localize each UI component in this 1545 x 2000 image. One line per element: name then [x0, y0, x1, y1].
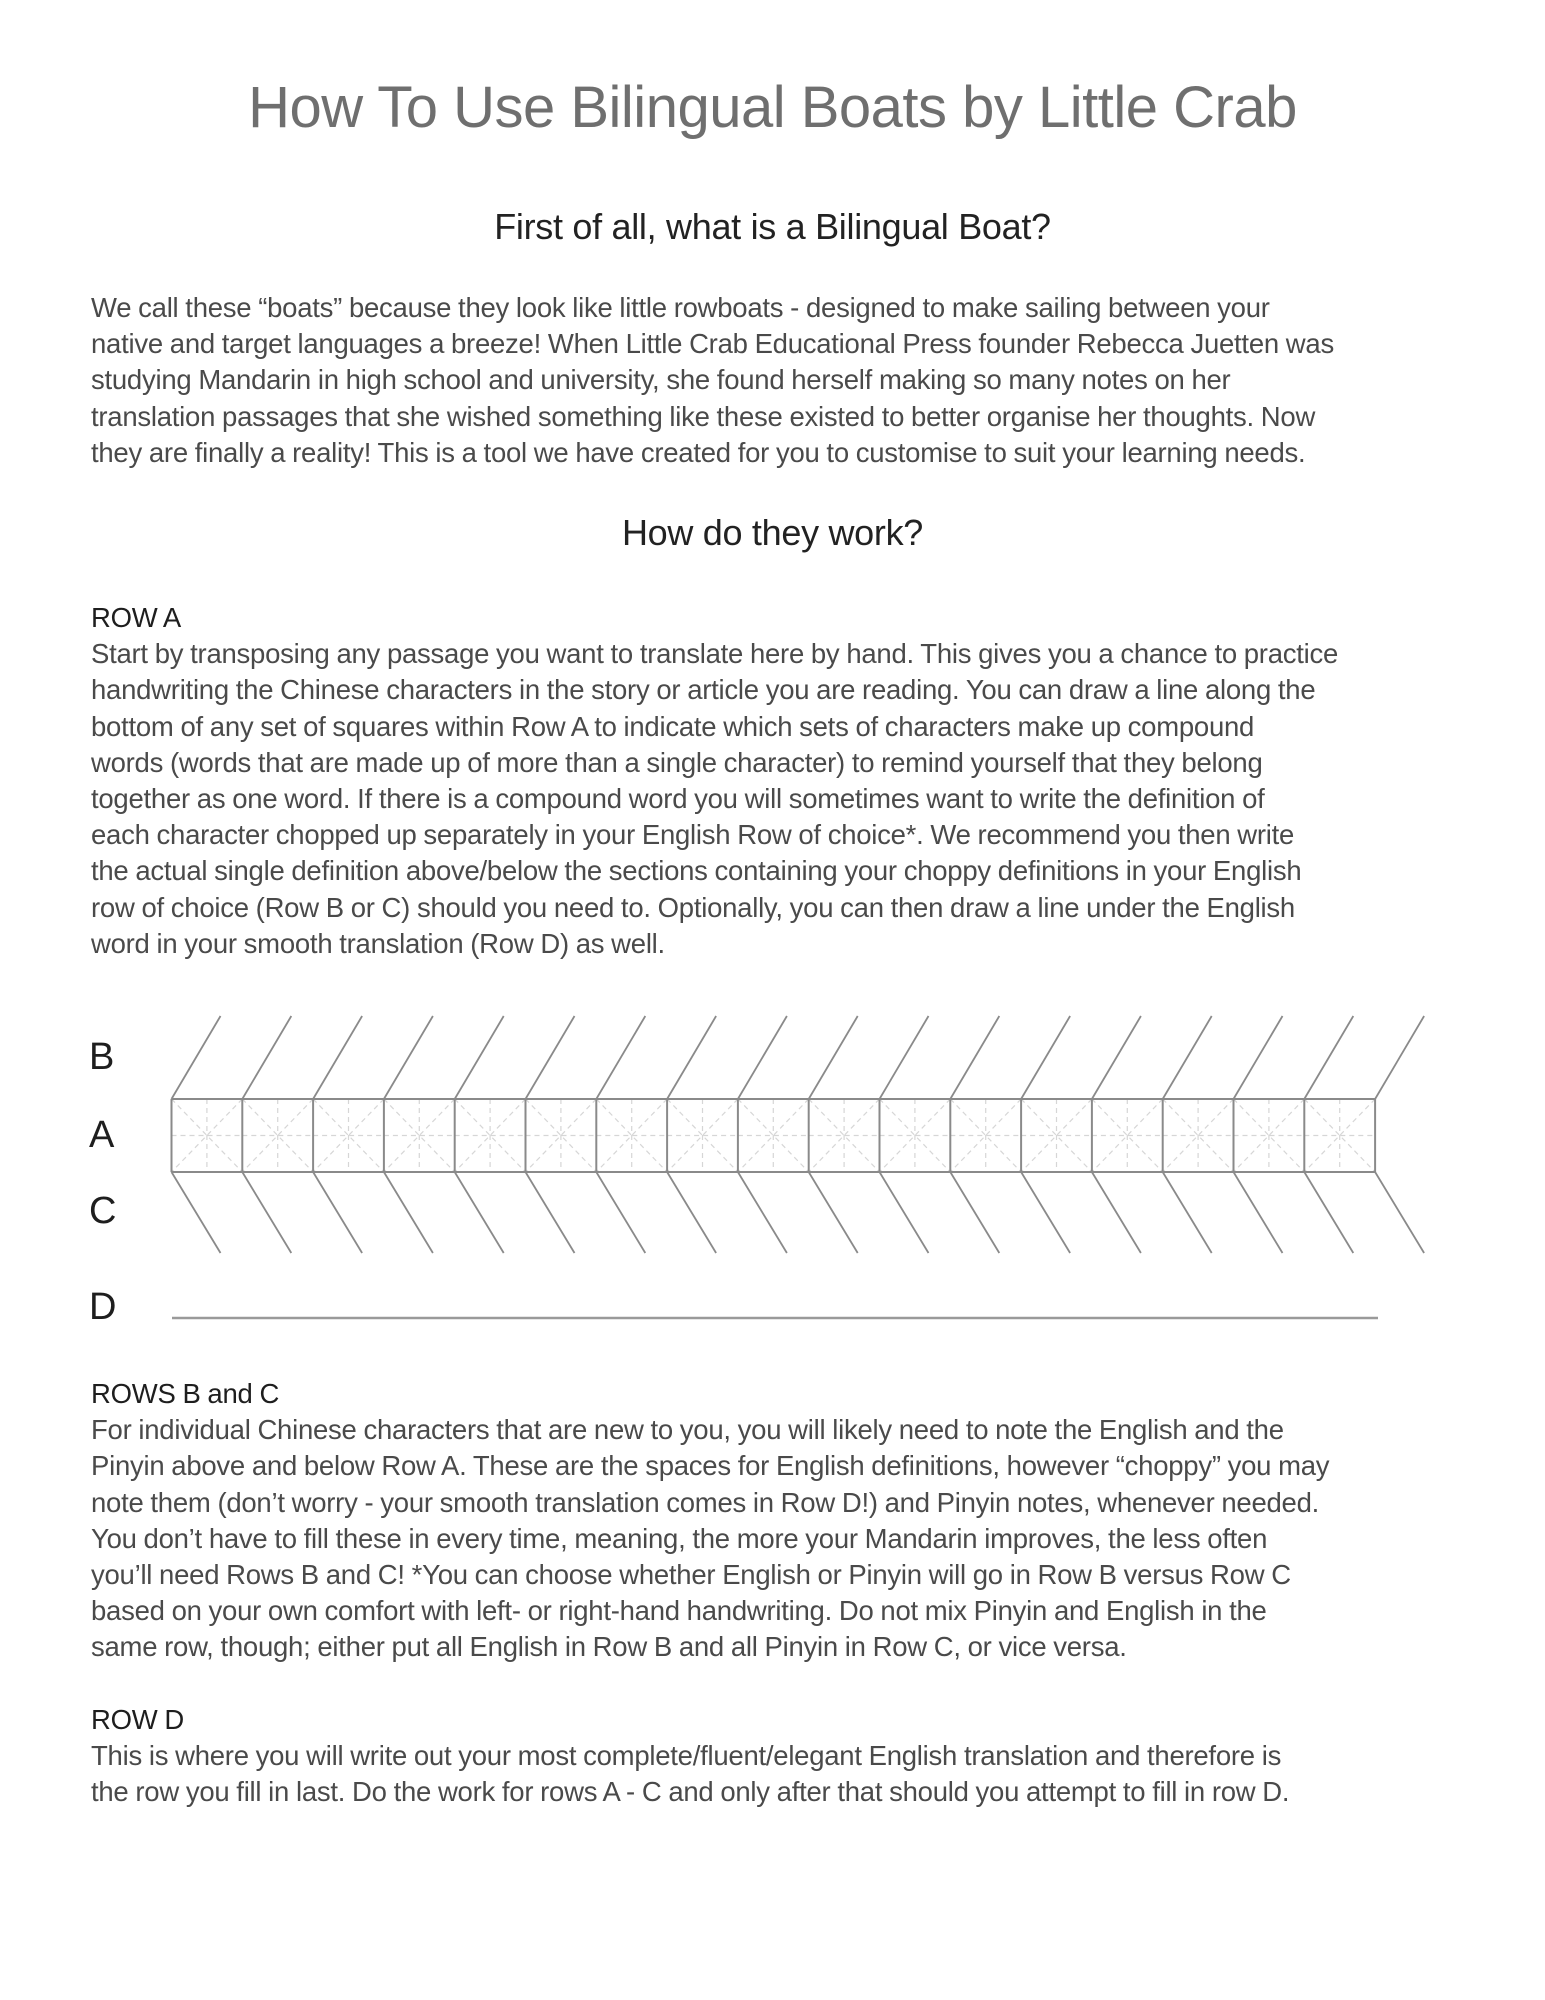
row-c-slash [880, 1172, 929, 1253]
grid-guide-diagonal [950, 1099, 1021, 1172]
grid-guide-diagonal [880, 1099, 951, 1172]
row-c-slash [172, 1172, 221, 1253]
grid-guide-diagonal [950, 1099, 1021, 1172]
row-a-line: handwriting the Chinese characters in the story or article you are reading. You can draw a line along the [91, 674, 1316, 706]
row-b-slash [880, 1016, 929, 1099]
rows-bc-line: same row, though; either put all English in Row B and all Pinyin in Row C, or vice versa. [91, 1631, 1127, 1663]
row-c-slash [738, 1172, 787, 1253]
row-d-section [91, 1702, 1471, 1811]
row-c-slash [1375, 1172, 1424, 1253]
row-b-slash [950, 1016, 999, 1099]
grid-guide-diagonal [596, 1099, 667, 1172]
grid-guide-diagonal [172, 1099, 243, 1172]
row-b-slash [172, 1016, 221, 1099]
row-b-slash [738, 1016, 787, 1099]
row-a-line: each character chopped up separately in your English Row of choice*. We recommend you then write [91, 819, 1295, 851]
row-b-slash [1234, 1016, 1283, 1099]
row-b-slash [1092, 1016, 1141, 1099]
row-a-line: the actual single definition above/below the sections containing your choppy definitions in your English [91, 855, 1302, 887]
row-b-slash [809, 1016, 858, 1099]
row-d-heading: ROW D [91, 1704, 184, 1735]
rows-bc-line: based on your own comfort with left- or right-hand handwriting. Do not mix Pinyin and English in the [91, 1595, 1267, 1627]
row-c-slash [596, 1172, 645, 1253]
rows-bc-line: you’ll need Rows B and C! *You can choose whether English or Pinyin will go in Row B versus Row C [91, 1559, 1291, 1591]
rows-bc-line: Pinyin above and below Row A. These are the spaces for English definitions, however “choppy” you may [91, 1450, 1330, 1482]
rows-bc-heading: ROWS B and C [91, 1378, 280, 1409]
row-b-slash [1304, 1016, 1353, 1099]
row-c-slash [667, 1172, 716, 1253]
rows-bc-line: note them (don’t worry - your smooth translation comes in Row D!) and Pinyin notes, whenever needed. [91, 1486, 1320, 1518]
grid-guide-diagonal [1092, 1099, 1163, 1172]
intro-line: studying Mandarin in high school and university, she found herself making so many notes on her [91, 364, 1231, 396]
row-b-slash [242, 1016, 291, 1099]
grid-guide-diagonal [738, 1099, 809, 1172]
grid-guide-diagonal [667, 1099, 738, 1172]
how-heading: How do they work? [621, 512, 924, 553]
intro-line: We call these “boats” because they look like little rowboats - designed to make sailing between your [91, 292, 1270, 323]
row-b-slash [384, 1016, 433, 1099]
row-a-line: bottom of any set of squares within Row A to indicate which sets of characters make up compound [91, 710, 1255, 742]
grid-guide-diagonal [455, 1099, 526, 1172]
rows-bc-section [91, 1376, 1471, 1666]
row-b-slash [1375, 1016, 1424, 1099]
row-c-label: C [89, 1190, 117, 1232]
grid-guide-diagonal [242, 1099, 313, 1172]
grid-guide-diagonal [384, 1099, 455, 1172]
grid-guide-diagonal [1234, 1099, 1305, 1172]
row-d-line: This is where you will write out your most complete/fluent/elegant English translation and therefore is [91, 1740, 1282, 1772]
row-b-label: B [89, 1036, 115, 1078]
row-c-slash [526, 1172, 575, 1253]
grid-guide-diagonal [809, 1099, 880, 1172]
row-b-slash [313, 1016, 362, 1099]
row-c-slash [1092, 1172, 1141, 1253]
row-b-slash [526, 1016, 575, 1099]
grid-guide-diagonal [880, 1099, 951, 1172]
grid-guide-diagonal [1304, 1099, 1375, 1172]
row-c-slash [1304, 1172, 1353, 1253]
grid-guide-diagonal [1163, 1099, 1234, 1172]
grid-guide-diagonal [455, 1099, 526, 1172]
row-c-slash [1234, 1172, 1283, 1253]
grid-guide-diagonal [1021, 1099, 1092, 1172]
grid-guide-diagonal [313, 1099, 384, 1172]
grid-guide-diagonal [809, 1099, 880, 1172]
row-a-line: row of choice (Row B or C) should you need to. Optionally, you can then draw a line under the English [91, 891, 1295, 923]
row-a-line: Start by transposing any passage you want to translate here by hand. This gives you a chance to practice [91, 638, 1339, 670]
grid-guide-diagonal [1021, 1099, 1092, 1172]
grid-guide-diagonal [1163, 1099, 1234, 1172]
row-a-line: together as one word. If there is a compound word you will sometimes want to write the definition of [91, 783, 1265, 815]
row-b-slash [455, 1016, 504, 1099]
row-a-heading: ROW A [91, 602, 181, 633]
grid-guide-diagonal [667, 1099, 738, 1172]
rows-bc-line: You don’t have to fill these in every time, meaning, the more your Mandarin improves, the less often [91, 1522, 1268, 1554]
grid-guide-diagonal [526, 1099, 597, 1172]
row-d-line: the row you fill in last. Do the work for rows A - C and only after that should you attempt to fill in row D. [91, 1776, 1290, 1808]
row-a-label: A [89, 1114, 115, 1156]
grid-guide-diagonal [242, 1099, 313, 1172]
rows-bc-line: For individual Chinese characters that are new to you, you will likely need to note the English and the [91, 1414, 1284, 1446]
grid-guide-diagonal [384, 1099, 455, 1172]
row-d-label: D [89, 1286, 117, 1328]
row-c-slash [455, 1172, 504, 1253]
row-b-slash [1021, 1016, 1070, 1099]
row-c-slash [950, 1172, 999, 1253]
grid-guide-diagonal [172, 1099, 243, 1172]
grid-guide-diagonal [313, 1099, 384, 1172]
row-b-slash [667, 1016, 716, 1099]
row-c-slash [242, 1172, 291, 1253]
grid-guide-diagonal [526, 1099, 597, 1172]
intro-line: native and target languages a breeze! When Little Crab Educational Press founder Rebecca Juetten was [91, 328, 1334, 360]
row-c-slash [384, 1172, 433, 1253]
grid-guide-diagonal [596, 1099, 667, 1172]
grid-guide-diagonal [738, 1099, 809, 1172]
intro-line: they are finally a reality! This is a tool we have created for you to customise to suit your learning needs. [91, 436, 1306, 468]
row-c-slash [1163, 1172, 1212, 1253]
grid-guide-diagonal [1092, 1099, 1163, 1172]
row-b-slash [596, 1016, 645, 1099]
row-c-slash [313, 1172, 362, 1253]
row-b-slash [1163, 1016, 1212, 1099]
grid-guide-diagonal [1304, 1099, 1375, 1172]
row-a-line: word in your smooth translation (Row D) as well. [91, 927, 665, 959]
intro-line: translation passages that she wished something like these existed to better organise her thoughts. Now [91, 400, 1316, 432]
intro-heading: First of all, what is a Bilingual Boat? [494, 206, 1051, 247]
row-a-line: words (words that are made up of more than a single character) to remind yourself that they belong [91, 746, 1263, 778]
grid-guide-diagonal [1234, 1099, 1305, 1172]
page-title: How To Use Bilingual Boats by Little Crab [248, 75, 1297, 140]
row-c-slash [1021, 1172, 1070, 1253]
row-c-slash [809, 1172, 858, 1253]
